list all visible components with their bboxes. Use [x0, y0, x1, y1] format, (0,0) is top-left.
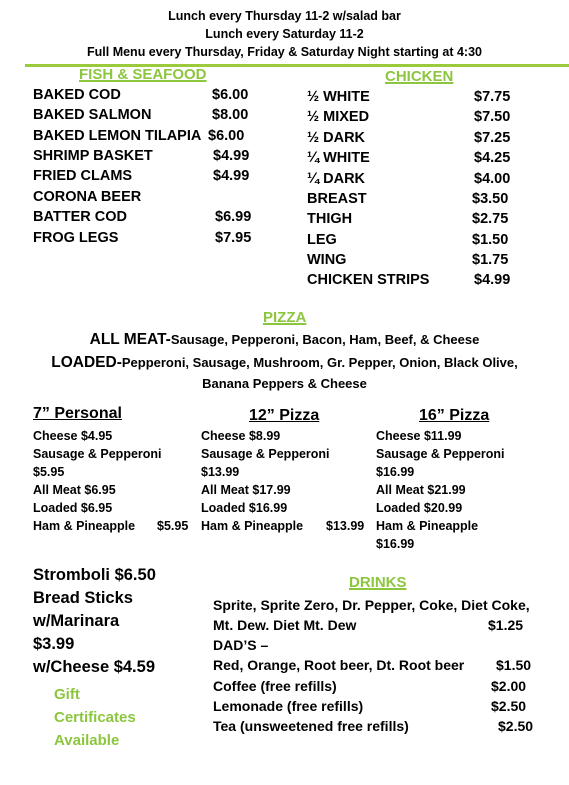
loaded-toppings-cont: Banana Peppers & Cheese	[202, 376, 367, 391]
gift-line: Certificates	[54, 709, 136, 726]
gift-line: Available	[54, 732, 120, 749]
chicken-item-price: $4.99	[474, 272, 511, 288]
drink-price: $2.50	[498, 718, 534, 734]
fish-item-name: FROG LEGS	[33, 230, 119, 246]
chicken-item-price: $4.25	[474, 150, 511, 166]
fish-item-price: $6.00	[212, 87, 249, 103]
drink-item-name: Coffee (free refills)	[213, 678, 337, 694]
stromboli-item: Stromboli $6.50	[33, 566, 156, 584]
loaded-label: LOADED-	[51, 354, 122, 371]
chicken-item-price: $3.50	[472, 191, 509, 207]
chicken-item-price: $1.50	[472, 232, 509, 248]
fish-item-price: $4.99	[213, 148, 250, 164]
chicken-item-name: WING	[307, 252, 347, 268]
all-meat-label: ALL MEAT-	[89, 331, 171, 348]
drink-dads-flavors: Red, Orange, Root beer, Dt. Root beer	[213, 657, 465, 673]
pizza-price-line: All Meat $17.99	[201, 483, 291, 497]
pizza-heading: PIZZA	[263, 309, 307, 326]
fish-item-name: BAKED COD	[33, 87, 121, 103]
chicken-item-price: $4.00	[474, 171, 511, 187]
lunch-saturday-text: Lunch every Saturday 11-2	[205, 27, 364, 41]
pizza-price-line: Ham & Pineapple	[33, 519, 136, 533]
chicken-item-name: CHICKEN STRIPS	[307, 272, 430, 288]
drink-price: $2.00	[491, 678, 527, 694]
chicken-item-price: $7.25	[474, 130, 511, 146]
pizza-price-line: Cheese $11.99	[376, 429, 462, 443]
fish-item-name: BATTER COD	[33, 209, 127, 225]
fish-item-price: $7.95	[215, 230, 252, 246]
lunch-thursday-text: Lunch every Thursday 11-2 w/salad bar	[168, 9, 401, 23]
loaded-description-cont	[0, 375, 569, 392]
bread-sticks-marinara-price: $3.99	[33, 635, 75, 653]
pizza-size-title: 16” Pizza	[419, 407, 490, 424]
chicken-item-name: ¼ WHITE	[307, 150, 370, 166]
chicken-item-name: LEG	[307, 232, 337, 248]
drink-dads-label: DAD’S –	[213, 637, 269, 653]
chicken-item-price: $1.75	[472, 252, 509, 268]
pizza-price-line: All Meat $21.99	[376, 483, 466, 497]
pizza-size-title: 7” Personal	[33, 405, 122, 422]
chicken-item-price: $7.50	[474, 109, 511, 125]
chicken-item-price: $7.75	[474, 89, 511, 105]
drink-price: $1.50	[496, 657, 532, 673]
pizza-price-line: Sausage & Pepperoni	[376, 447, 505, 461]
pizza-price-line: $13.99	[326, 519, 365, 533]
fish-item-price: $4.99	[213, 168, 250, 184]
drink-item-name: Lemonade (free refills)	[213, 698, 364, 714]
chicken-item-name: THIGH	[307, 211, 353, 227]
chicken-heading: CHICKEN	[385, 68, 454, 85]
chicken-item-name: ½ MIXED	[307, 109, 370, 125]
chicken-item-name: ¼ DARK	[307, 171, 366, 187]
chicken-item-name: ½ DARK	[307, 130, 366, 146]
pizza-price-line: $16.99	[376, 465, 415, 479]
pizza-price-line: $5.95	[157, 519, 189, 533]
drinks-heading: DRINKS	[349, 574, 407, 591]
chicken-item-price: $2.75	[472, 211, 509, 227]
drink-soda-line: Mt. Dew. Diet Mt. Dew	[213, 617, 357, 633]
fish-item-name: CORONA BEER	[33, 189, 142, 205]
pizza-price-line: Ham & Pineapple	[201, 519, 304, 533]
bread-sticks-cheese: w/Cheese $4.59	[33, 658, 155, 676]
pizza-price-line: Loaded $6.95	[33, 501, 113, 515]
fish-item-price: $8.00	[212, 107, 249, 123]
pizza-price-line: Sausage & Pepperoni	[201, 447, 330, 461]
bread-sticks-marinara: w/Marinara	[33, 612, 120, 630]
pizza-price-line: Cheese $4.95	[33, 429, 113, 443]
pizza-size-title: 12” Pizza	[249, 407, 320, 424]
all-meat-description	[0, 331, 569, 349]
chicken-item-name: BREAST	[307, 191, 367, 207]
pizza-price-line: $13.99	[201, 465, 240, 479]
pizza-price-line: All Meat $6.95	[33, 483, 116, 497]
fish-item-name: BAKED SALMON	[33, 107, 152, 123]
all-meat-toppings: Sausage, Pepperoni, Bacon, Ham, Beef, & Cheese	[170, 332, 480, 347]
fish-item-name: SHRIMP BASKET	[33, 148, 153, 164]
fish-seafood-heading: FISH & SEAFOOD	[79, 66, 207, 83]
fish-item-name: BAKED LEMON TILAPIA	[33, 128, 202, 144]
pizza-price-line: Sausage & Pepperoni	[33, 447, 162, 461]
pizza-price-line: $5.95	[33, 465, 65, 479]
drink-item-name: Tea (unsweetened free refills)	[213, 718, 409, 734]
drink-soda-line: Sprite, Sprite Zero, Dr. Pepper, Coke, Diet Coke,	[213, 597, 530, 613]
loaded-description	[0, 354, 569, 372]
pizza-price-line: $16.99	[376, 537, 415, 551]
fish-item-name: FRIED CLAMS	[33, 168, 133, 184]
pizza-price-line: Cheese $8.99	[201, 429, 281, 443]
full-menu-hours-text: Full Menu every Thursday, Friday & Saturday Night starting at 4:30	[87, 45, 482, 59]
gift-line: Gift	[54, 686, 80, 703]
pizza-price-line: Ham & Pineapple	[376, 519, 479, 533]
loaded-toppings: Pepperoni, Sausage, Mushroom, Gr. Pepper, Onion, Black Olive,	[121, 355, 518, 370]
fish-item-price: $6.00	[208, 128, 245, 144]
drink-price: $2.50	[491, 698, 527, 714]
pizza-price-line: Loaded $20.99	[376, 501, 463, 515]
pizza-price-line: Loaded $16.99	[201, 501, 288, 515]
bread-sticks-item: Bread Sticks	[33, 589, 133, 607]
drink-price: $1.25	[488, 617, 524, 633]
fish-item-price: $6.99	[215, 209, 252, 225]
chicken-item-name: ½ WHITE	[307, 89, 370, 105]
